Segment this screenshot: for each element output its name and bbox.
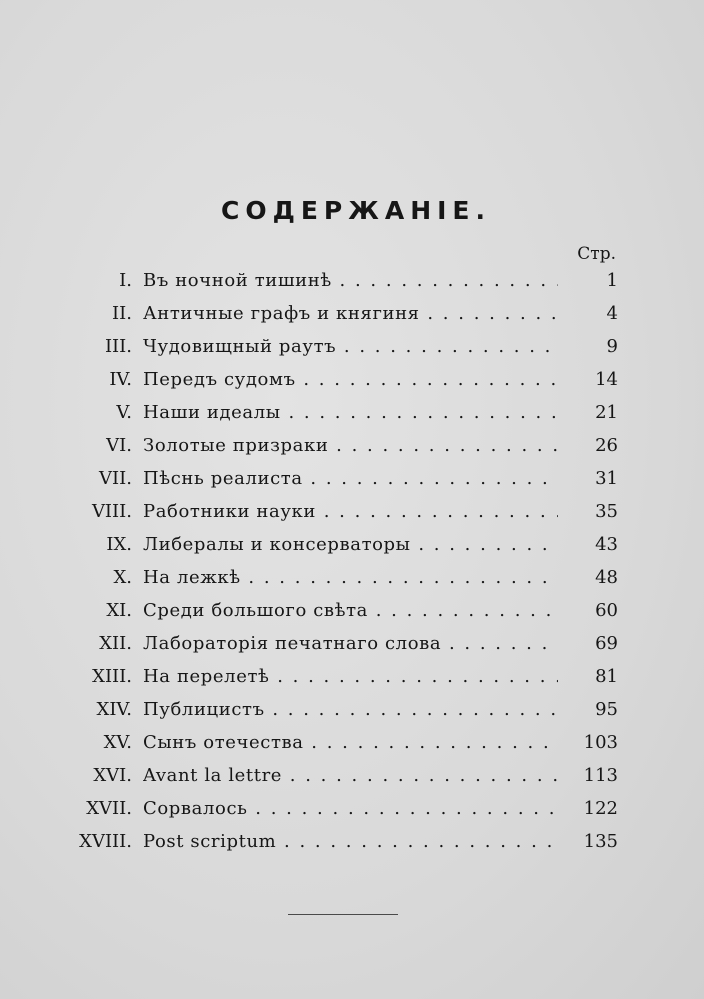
chapter-title: Золотые призраки . . — [143, 429, 558, 462]
chapter-page: 95 — [595, 699, 618, 720]
chapter-number: XVI. — [93, 765, 132, 786]
chapter-title: Avant la lettre . . — [143, 759, 558, 792]
chapter-number: V. — [116, 402, 132, 423]
chapter-number: XI. — [106, 600, 132, 621]
chapter-page: 14 — [595, 369, 618, 390]
page-column-header: Стр. — [577, 244, 616, 264]
chapter-page: 26 — [595, 435, 618, 456]
chapter-number: XV. — [103, 732, 132, 753]
chapter-number: VIII. — [91, 501, 132, 522]
chapter-number: I. — [119, 270, 132, 291]
toc-entry — [60, 330, 620, 363]
chapter-page: 113 — [583, 765, 618, 786]
chapter-number: III. — [104, 336, 132, 357]
chapter-page: 21 — [595, 402, 618, 423]
toc-entry — [60, 429, 620, 462]
chapter-page: 4 — [606, 303, 618, 324]
toc-entry — [60, 726, 620, 759]
chapter-number: XVIII. — [79, 831, 132, 852]
chapter-page: 103 — [583, 732, 618, 753]
chapter-number: II. — [112, 303, 132, 324]
chapter-number: XIII. — [92, 666, 132, 687]
toc-entry — [60, 297, 620, 330]
chapter-title: Античные графъ и княгиня . . — [143, 297, 558, 330]
chapter-page: 60 — [595, 600, 618, 621]
chapter-page: 1 — [606, 270, 618, 291]
chapter-title: Среди большого свѣта . . — [143, 594, 558, 627]
toc-entry — [60, 627, 620, 660]
toc-entry — [60, 594, 620, 627]
chapter-number: XVII. — [86, 798, 132, 819]
toc-entry — [60, 528, 620, 561]
chapter-page: 35 — [595, 501, 618, 522]
toc-entry — [60, 561, 620, 594]
toc-entry — [60, 363, 620, 396]
chapter-page: 122 — [583, 798, 618, 819]
chapter-title: Чудовищный раутъ . . — [143, 330, 558, 363]
chapter-page: 31 — [595, 468, 618, 489]
chapter-number: X. — [113, 567, 132, 588]
toc-entry — [60, 495, 620, 528]
chapter-title: Передъ судомъ . . — [143, 363, 558, 396]
chapter-title: Сынъ отечества . . — [143, 726, 558, 759]
chapter-number: VI. — [106, 435, 132, 456]
page-title: СОДЕРЖАНІЕ. — [220, 196, 492, 225]
chapter-title: На перелетѣ . . — [143, 660, 558, 693]
chapter-page: 69 — [595, 633, 618, 654]
chapter-title: Работники науки . . — [143, 495, 558, 528]
chapter-number: VII. — [99, 468, 132, 489]
toc-entry — [60, 792, 620, 825]
chapter-number: IV. — [109, 369, 132, 390]
table-of-contents — [60, 264, 620, 858]
chapter-page: 48 — [595, 567, 618, 588]
chapter-title: Пѣснь реалиста . . — [143, 462, 558, 495]
toc-entry — [60, 759, 620, 792]
closing-rule — [288, 914, 398, 915]
toc-entry — [60, 462, 620, 495]
chapter-page: 135 — [583, 831, 618, 852]
chapter-title: Post scriptum . . — [143, 825, 558, 858]
chapter-number: IX. — [106, 534, 132, 555]
chapter-number: XII. — [99, 633, 132, 654]
toc-entry — [60, 264, 620, 297]
chapter-page: 43 — [595, 534, 618, 555]
chapter-title: На лежкѣ . . — [143, 561, 558, 594]
chapter-number: XIV. — [96, 699, 132, 720]
toc-entry — [60, 693, 620, 726]
toc-entry — [60, 396, 620, 429]
chapter-title: Въ ночной тишинѣ . . — [143, 264, 558, 297]
chapter-title: Либералы и консерваторы . . — [143, 528, 558, 561]
chapter-title: Сорвалось . . — [143, 792, 558, 825]
chapter-title: Наши идеалы . . — [143, 396, 558, 429]
chapter-page: 81 — [595, 666, 618, 687]
toc-entry — [60, 825, 620, 858]
chapter-title: Публицистъ . . — [143, 693, 558, 726]
chapter-page: 9 — [606, 336, 618, 357]
toc-entry — [60, 660, 620, 693]
chapter-title: Лабораторія печатнаго слова . . — [143, 627, 558, 660]
